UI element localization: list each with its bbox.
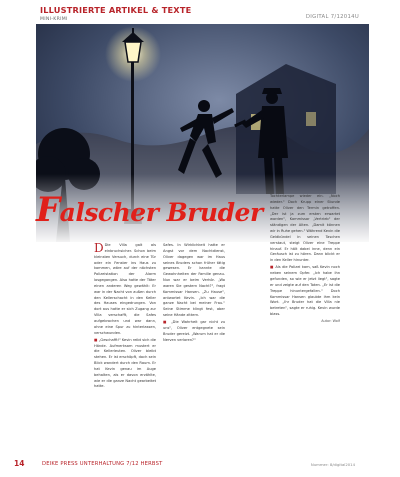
section-subtitle: MINI-KRIMI [40, 17, 68, 22]
paragraph-bullet-icon: ■ [270, 265, 276, 270]
drop-cap: D [94, 243, 104, 255]
column-2-bullet-text: „Die Wahrheit gar nicht zu uns", Oliver entgegnete sein Bruder gereizt. „Warum hat er die Nerven verloren?" [163, 320, 225, 342]
paragraph-bullet-icon: ■ [94, 337, 99, 342]
column-1-bullet-text: „Geschafft!" Kevin reibt sich die Hände. Aufmerksam mustert er die Kellerleuten. Oliver bleibt stehen. Er ist erschöpft, doch sein Blick wandert durch den Raum. Er hat Kevin genau im Auge behalten, als er davon erzählte, wie er die ganze Nacht gearbeitet hatte. [94, 337, 156, 389]
page-footer [0, 456, 400, 477]
column-1-text: Die Villa galt als einbruchsicher. Schon beim kleinsten Versuch, durch eine Tür oder ein Fenster ins Haus zu kommen, wäre auf der nächsten Polizeistation der Alarm losgegangen. Also hatte der Täter einen anderen Weg gewählt: Er war in der Nacht von außen durch den Kellerschacht in den Keller des Hauses eingedrungen. Von dort aus hatte er sich Zugang zur Villa verschafft, die Safes aufgebrochen und war dann, ohne eine Spur zu hinterlassen, verschwunden. [94, 243, 156, 335]
section-title: ILLUSTRIERTE ARTIKEL & TEXTE [40, 5, 192, 15]
paragraph-bullet-icon: ■ [163, 320, 171, 325]
headline-initial: F [36, 190, 60, 230]
column-2-text: Safes. In Wirklichkeit hatte er Angst vor dem Nachtdienst, Oliver dagegen war im Haus seines Bruders schon früher tätig gewesen. Er kannte die Gewohnheiten der Familie genau. Nun war er beim Verhör. „Wo waren Sie gestern Nacht?", fragt Kommissar Hansen. „Zu Hause", antwortet Kevin. „Ich war die ganze Nacht bei meiner Frau." Seine Stimme klingt fest, aber seine Hände zittern. [163, 243, 225, 318]
article-headline [36, 190, 263, 230]
header-right-label: DIGITAL 7/12014U [305, 14, 359, 20]
article-column-3 [270, 194, 340, 434]
article-column-2 [163, 243, 225, 431]
headline-rest: alscher Bruder [59, 198, 263, 227]
footer-magazine-title: DEIKE PRESS UNTERHALTUNG 7/12 HERBST [42, 461, 163, 467]
footer-issue-number: Nummer: 8/digital2014 [310, 462, 355, 467]
section-header [40, 5, 191, 22]
column-3-text: Tochterlampe wieder ein. „Noch wieder." Doch Krupp einer Stunde hatte Oliver den Termin getroffen. „Der ist ja zum ersten erwartet worden", Kommissar „Vertrieb" der ständigen der Alten. „Damit können wir in Ruhe gehen." Während Kevin die Geldbündel in seinen Taschen verstaut, steigt Oliver eine Treppe hinauf. Er hält dabei inne, denn ein Geräusch ist zu hören. Dann blickt er in den Keller hinunter. [270, 194, 340, 263]
page-number: 14 [14, 459, 25, 468]
window-light [306, 112, 316, 126]
author-signature: Autor: Wolf [321, 319, 340, 324]
column-3-bullet-text: Als die Polizei kam, saß Kevin noch neben seinem Opfer. „Ich habe ihn gefunden, so wie er jetzt liegt", sagte er und zeigte auf den Toten. „Er ist die Treppe hinuntergefallen." Doch Kommissar Hansen glaubte ihm kein Wort. „Ihr Bruder hat die Villa nie betreten", sagte er ruhig. Kevin wurde blass. [270, 265, 340, 317]
article-column-1 [94, 243, 156, 431]
